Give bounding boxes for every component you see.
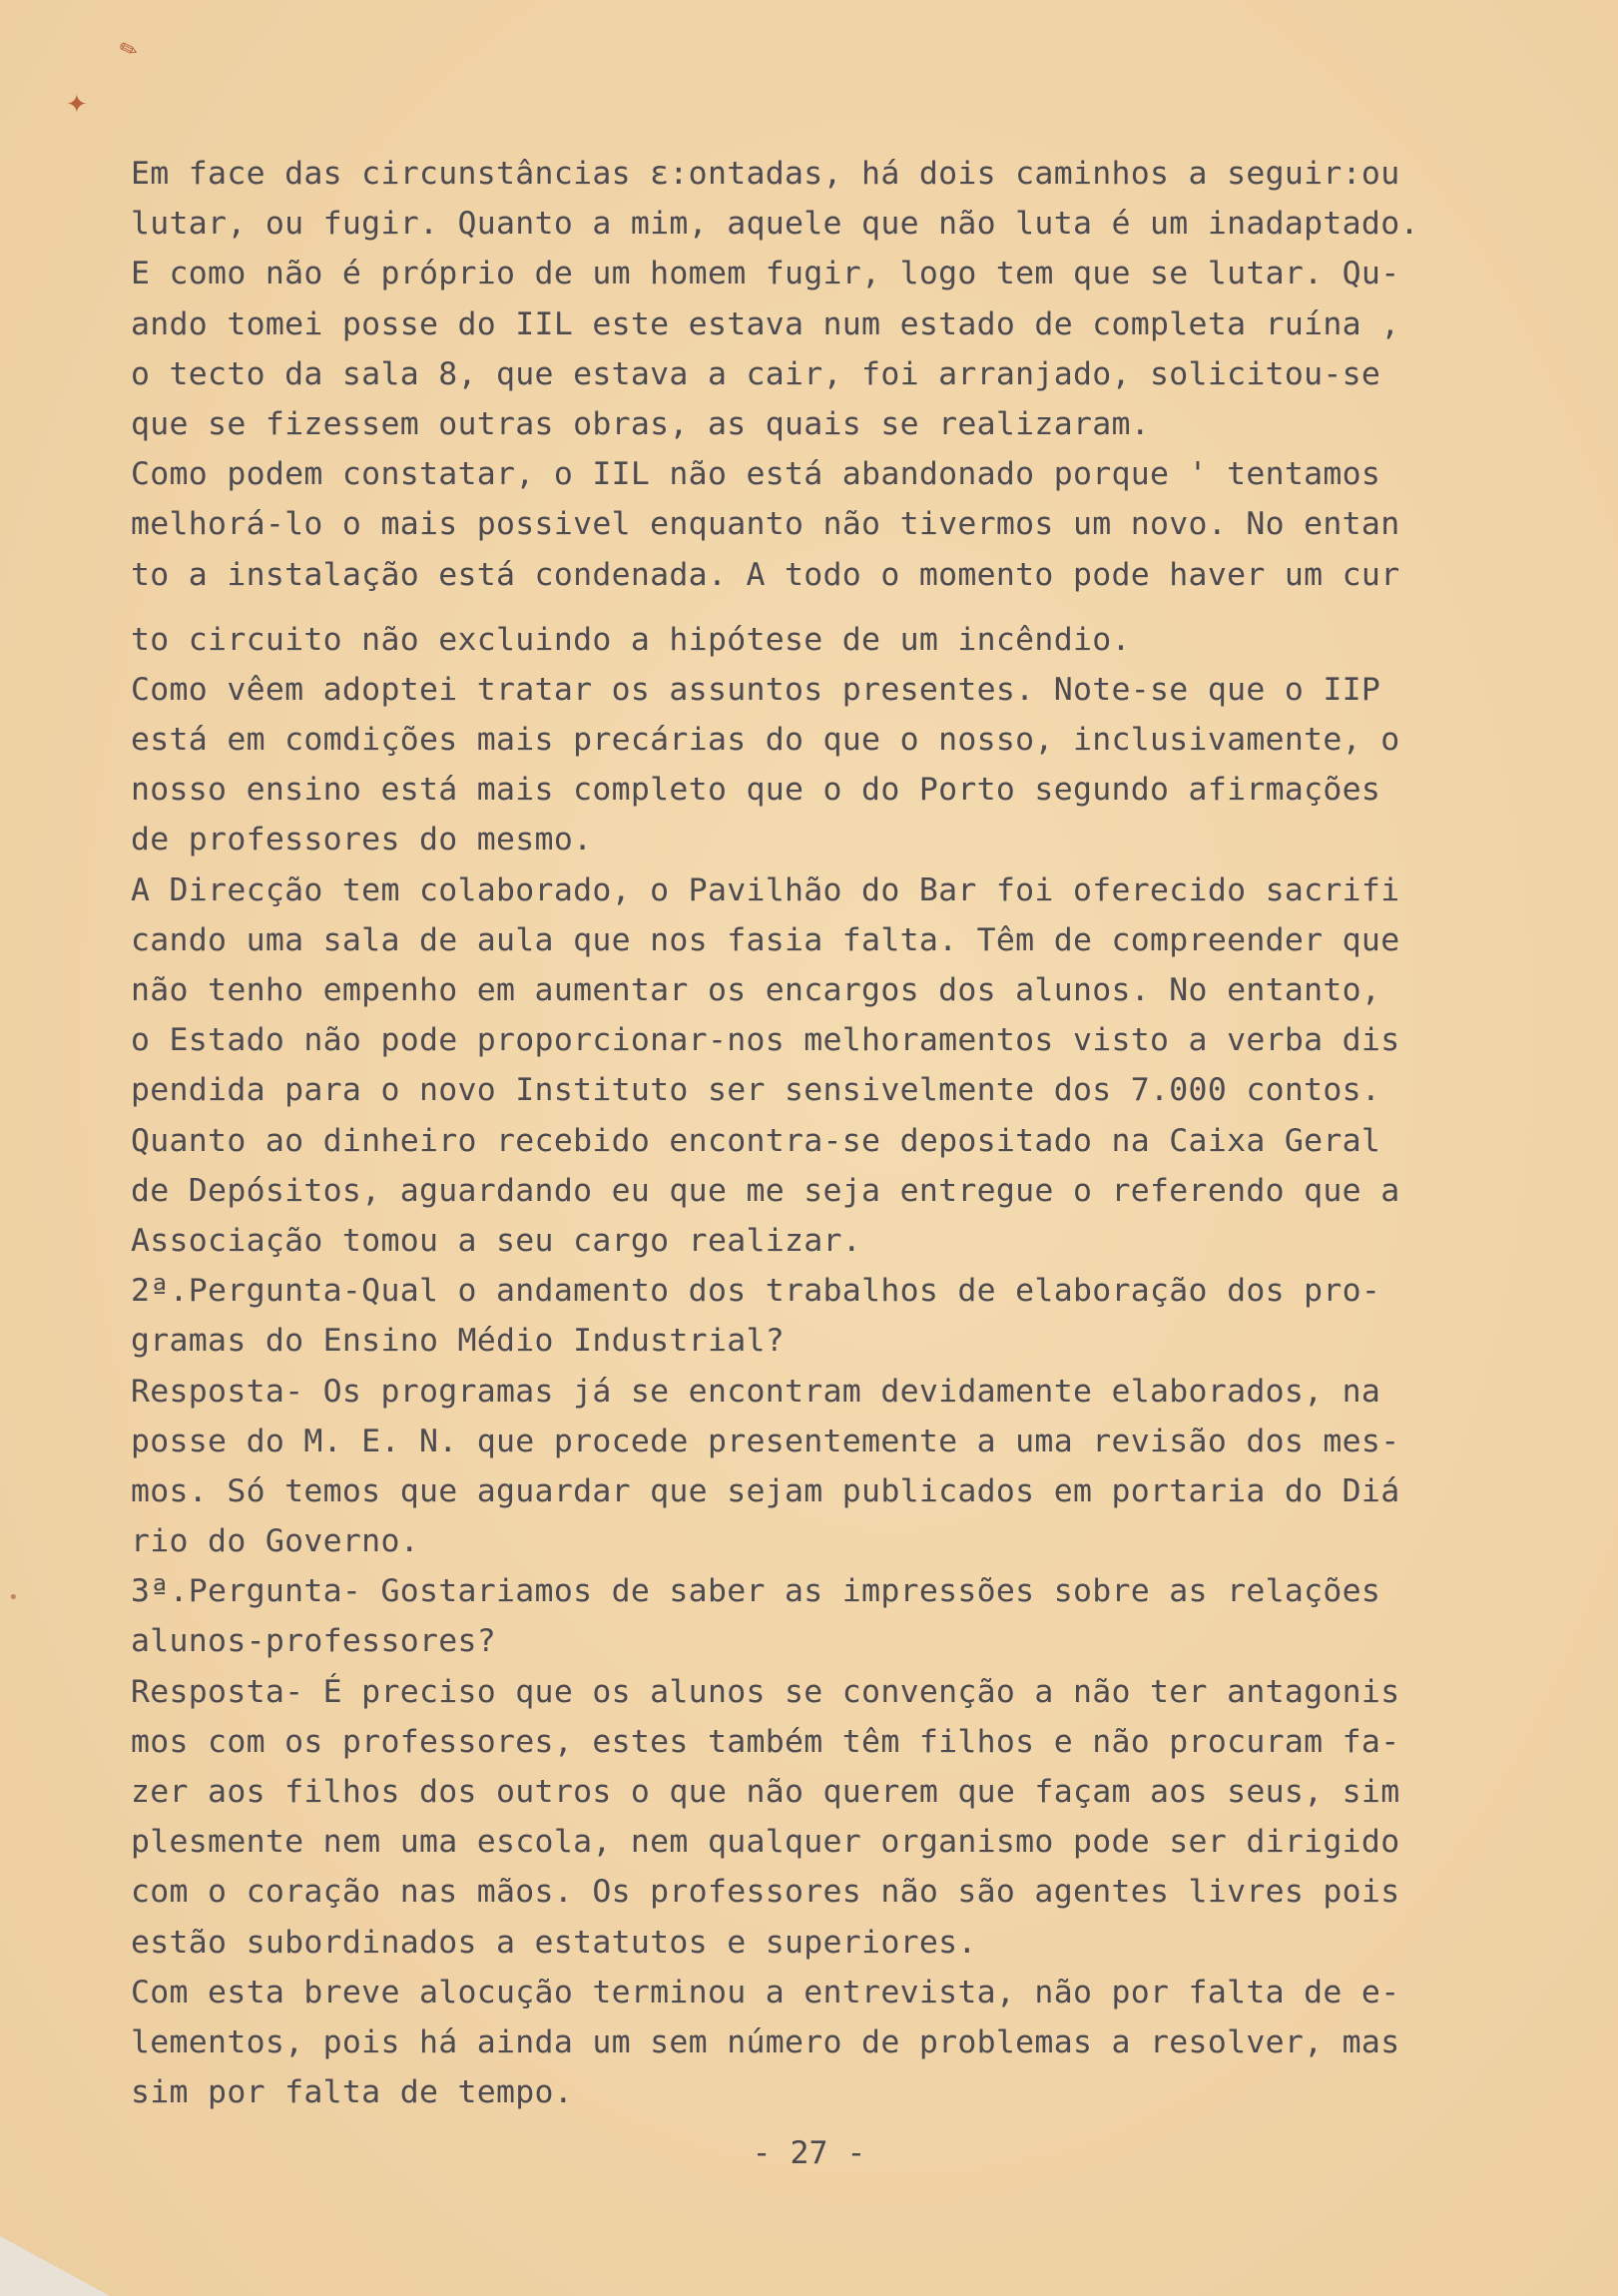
ink-mark: ✎ — [116, 35, 143, 66]
text-line: ando tomei posse do IIL este estava num estado de completa ruína , — [131, 305, 1400, 342]
text-line: que se fizessem outras obras, as quais se realizaram. — [131, 405, 1151, 442]
question-3-line: 3ª.Pergunta- Gostariamos de saber as impressões sobre as relações — [131, 1573, 1381, 1610]
typed-body-text — [131, 149, 1498, 2117]
text-line: nosso ensino está mais completo que o do Porto segundo afirmações — [131, 772, 1381, 809]
text-line: Como vêem adoptei tratar os assuntos presentes. Note-se que o IIP — [131, 671, 1381, 708]
text-line: plesmente nem uma escola, nem qualquer organismo pode ser dirigido — [131, 1824, 1400, 1861]
text-line: sim por falta de tempo. — [131, 2074, 574, 2111]
text-line: lementos, pois há ainda um sem número de problemas a resolver, mas — [131, 2023, 1400, 2060]
text-line: não tenho empenho em aumentar os encargos dos alunos. No entanto, — [131, 972, 1381, 1008]
text-line: lutar, ou fugir. Quanto a mim, aquele que não luta é um inadaptado. — [131, 206, 1419, 243]
text-line: mos. Só temos que aguardar que sejam publicados em portaria do Diá — [131, 1472, 1400, 1509]
text-line: mos com os professores, estes também têm filhos e não procuram fa- — [131, 1723, 1400, 1760]
text-line: Quanto ao dinheiro recebido encontra-se depositado na Caixa Geral — [131, 1122, 1381, 1159]
text-line: to circuito não excluindo a hipótese de um incêndio. — [131, 621, 1131, 658]
text-line: o tecto da sala 8, que estava a cair, foi arranjado, solicitou-se — [131, 355, 1381, 392]
text-line: cando uma sala de aula que nos fasia falta. Têm de compreender que — [131, 921, 1400, 958]
folded-corner — [0, 2236, 110, 2296]
text-line: melhorá-lo o mais possivel enquanto não tivermos um novo. No entan — [131, 506, 1400, 543]
text-line: zer aos filhos dos outros o que não querem que façam aos seus, sim — [131, 1774, 1400, 1810]
text-line: Como podem constatar, o IIL não está abandonado porque ' tentamos — [131, 456, 1381, 493]
text-line: está em comdições mais precárias do que o nosso, inclusivamente, o — [131, 722, 1400, 759]
text-line: de Depósitos, aguardando eu que me seja entregue o referendo que a — [131, 1172, 1400, 1209]
text-line: com o coração nas mãos. Os professores não são agentes livres pois — [131, 1874, 1400, 1911]
text-line: pendida para o novo Instituto ser sensivelmente dos 7.000 contos. — [131, 1072, 1381, 1109]
text-line: de professores do mesmo. — [131, 822, 593, 859]
question-2-line: 2ª.Pergunta-Qual o andamento dos trabalhos de elaboração dos pro- — [131, 1273, 1381, 1310]
text-line: posse do M. E. N. que procede presentemente a uma revisão dos mes- — [131, 1423, 1400, 1459]
text-line: alunos-professores? — [131, 1623, 497, 1660]
text-line: estão subordinados a estatutos e superiores. — [131, 1924, 977, 1961]
text-line: gramas do Ensino Médio Industrial? — [131, 1323, 785, 1360]
text-line: A Direcção tem colaborado, o Pavilhão do Bar foi oferecido sacrifi — [131, 871, 1400, 908]
text-line: E como não é próprio de um homem fugir, logo tem que se lutar. Qu- — [131, 256, 1400, 292]
ink-mark: ✦ — [66, 90, 88, 120]
text-line: Associação tomou a seu cargo realizar. — [131, 1222, 862, 1259]
text-line: Com esta breve alocução terminou a entrevista, não por falta de e- — [131, 1974, 1400, 2010]
text-line: o Estado não pode proporcionar-nos melhoramentos visto a verba dis — [131, 1022, 1400, 1059]
page-number: - 27 - — [752, 2135, 866, 2171]
line-gap — [131, 600, 1498, 615]
ink-mark: • — [8, 1587, 19, 1608]
answer-line: Resposta- Os programas já se encontram devidamente elaborados, na — [131, 1373, 1381, 1410]
text-line: rio do Governo. — [131, 1523, 419, 1560]
text-line: Em face das circunstâncias ε:ontadas, há dois caminhos a seguir:ou — [131, 156, 1400, 192]
text-line: to a instalação está condenada. A todo o momento pode haver um cur — [131, 556, 1400, 593]
answer-line: Resposta- É preciso que os alunos se convenção a não ter antagonis — [131, 1673, 1400, 1710]
